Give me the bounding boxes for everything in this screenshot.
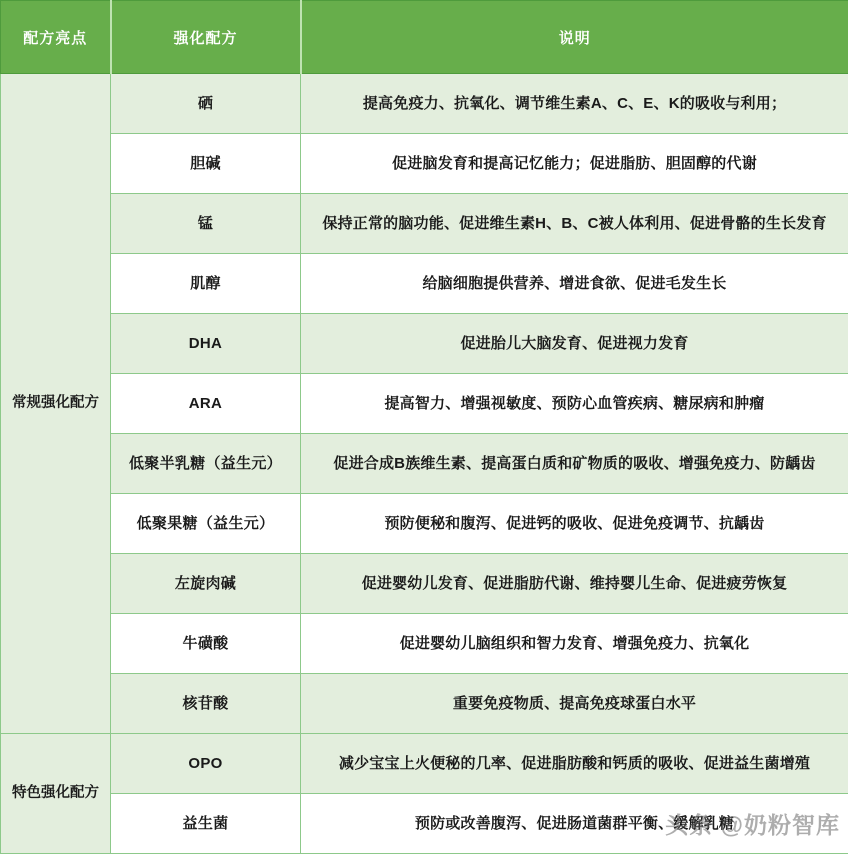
- formula-description-cell: 提高智力、增强视敏度、预防心血管疾病、糖尿病和肿瘤: [301, 374, 848, 434]
- watermark: 头条 @奶粉智库: [665, 807, 840, 840]
- formula-description-cell: 减少宝宝上火便秘的几率、促进脂肪酸和钙质的吸收、促进益生菌增殖: [301, 734, 848, 794]
- formula-description-cell: 促进婴幼儿发育、促进脂肪代谢、维持婴儿生命、促进疲劳恢复: [301, 554, 848, 614]
- table-row: [1, 614, 848, 674]
- table-row: [1, 134, 848, 194]
- formula-description-cell: 促进婴幼儿脑组织和智力发育、增强免疫力、抗氧化: [301, 614, 848, 674]
- formula-name-cell: OPO: [111, 734, 301, 794]
- formula-name-cell: 低聚半乳糖（益生元）: [111, 434, 301, 494]
- table-row: [1, 794, 848, 854]
- table-header: [1, 1, 848, 74]
- formula-description-cell: 给脑细胞提供营养、增进食欲、促进毛发生长: [301, 254, 848, 314]
- formula-description-cell: 提高免疫力、抗氧化、调节维生素A、C、E、K的吸收与利用；: [301, 74, 848, 134]
- formula-name-cell: 低聚果糖（益生元）: [111, 494, 301, 554]
- table-row: [1, 194, 848, 254]
- group-label-cell: 特色强化配方: [1, 734, 111, 854]
- table-row: [1, 494, 848, 554]
- group-label-cell: 常规强化配方: [1, 74, 111, 734]
- column-header-description: 说明: [301, 1, 848, 74]
- formula-name-cell: ARA: [111, 374, 301, 434]
- formula-name-cell: 硒: [111, 74, 301, 134]
- formula-name-cell: 核苷酸: [111, 674, 301, 734]
- formula-description-cell: 预防或改善腹泻、促进肠道菌群平衡、缓解乳糖: [301, 794, 848, 854]
- table-row: [1, 254, 848, 314]
- table-row: [1, 374, 848, 434]
- formula-name-cell: 左旋肉碱: [111, 554, 301, 614]
- table-row: [1, 314, 848, 374]
- formula-description-cell: 促进胎儿大脑发育、促进视力发育: [301, 314, 848, 374]
- table-row: [1, 674, 848, 734]
- formula-name-cell: 肌醇: [111, 254, 301, 314]
- formula-name-cell: 益生菌: [111, 794, 301, 854]
- formula-description-cell: 重要免疫物质、提高免疫球蛋白水平: [301, 674, 848, 734]
- table-header-row: [1, 1, 848, 74]
- formula-name-cell: 牛磺酸: [111, 614, 301, 674]
- formula-description-cell: 促进合成B族维生素、提高蛋白质和矿物质的吸收、增强免疫力、防龋齿: [301, 434, 848, 494]
- table-row: [1, 554, 848, 614]
- table-body: [1, 74, 848, 854]
- formula-name-cell: 胆碱: [111, 134, 301, 194]
- formula-name-cell: DHA: [111, 314, 301, 374]
- table-row: [1, 434, 848, 494]
- formula-description-cell: 促进脑发育和提高记忆能力；促进脂肪、胆固醇的代谢: [301, 134, 848, 194]
- formula-name-cell: 锰: [111, 194, 301, 254]
- formula-description-cell: 保持正常的脑功能、促进维生素H、B、C被人体利用、促进骨骼的生长发育: [301, 194, 848, 254]
- formula-description-cell: 预防便秘和腹泻、促进钙的吸收、促进免疫调节、抗龋齿: [301, 494, 848, 554]
- column-header-formula: 强化配方: [111, 1, 301, 74]
- table-row: [1, 734, 848, 794]
- column-header-highlight: 配方亮点: [1, 1, 111, 74]
- table-row: [1, 74, 848, 134]
